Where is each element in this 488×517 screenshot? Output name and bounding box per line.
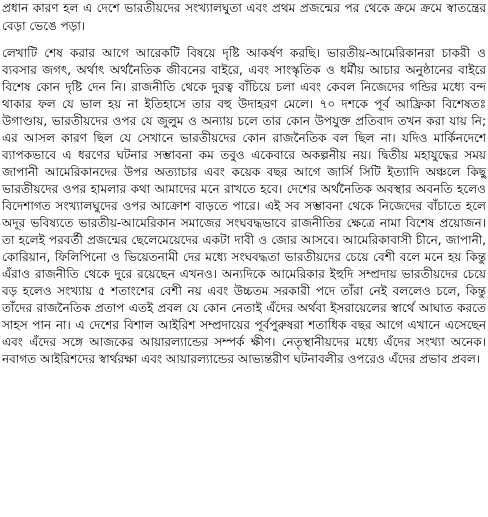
paragraph-intro: প্রধান কারণ হল এ দেশে ভারতীয়দের সংখ্যালঘুতা এবং প্রথম প্রজন্মের পর থেকে ক্রমে ক্রমে স্বাতন্ত্রের বেড়া ভেঙে পড়া। [2, 1, 486, 33]
paragraph-gap [2, 35, 486, 45]
document-page [2, 0, 486, 368]
paragraph-main: লেখাটি শেষ করার আগে আরেকটি বিষয়ে দৃষ্টি আকর্ষণ করছি। ভারতীয়-আমেরিকানরা চাকরী ও ব্যবসার জগৎ, অর্থাৎ অর্থনৈতিক জীবনের বাইরে, এবং সাংস্কৃতিক ও ধর্মীয় আচার অনুষ্ঠানের বাইরে বিশেষ কোন দৃষ্টি দেন নি। রাজনীতি থেকে দুরত্ব বাঁচিয়ে চলা এবং কেবল নিজেদের গন্ডির মধ্যে বন্দ থাকার ফল যে ভাল হয় না ইতিহাসে তার বহু উদাহরণ মেলে। ৭০ দশকে পূর্ব আফ্রিকা বিশেষতঃ উগাণ্ডায়, ভারতীয়দের ওপর যে জুলুম ও অন্যায় চলে তার কোন উপযুক্ত প্রতিবাদ তখন করা যায় নি; এর আসল কারণ ছিল যে সেখানে ভারতীয়দের কোন রাজনৈতিক বল ছিল না। যদিও মার্কিনদেশে ব্যাপকভাবে এ ধরণের ঘটনার সম্ভাবনা কম তবুও একেবারে অকল্পনীয় নয়। দ্বিতীয় মহাযুদ্ধের সময় জাপানী আমেরিকানদের উপর অত্যাচার এবং কয়েক বছর আগে জার্সি সিটি ইত্যাদি অঞ্চলে কিছু ভারতীয়দের ওপর হামলার কথা আমাদের মনে রাখতে হবে। দেশের অর্থনৈতিক অবস্থার অবনতি হলেও বিদেশাগত সংখ্যালঘুদের ওপর আক্রোশ বাড়তে পারে। এই সব সম্ভাবনা থেকে নিজেদের বাঁচাতে হলে অদূর ভবিষ্যতে ভারতীয়-আমেরিকান সমাজের সংঘবদ্ধভাবে রাজনীতির ক্ষেত্রে নামা বিশেষ প্রয়োজন। তা হলেই পরবর্তী প্রজন্মের ছেলেমেয়েদের একটা দাবী ও জোর আসবে। আমেরিকাবাসী চীনে, জাপানী, কোরিয়ান, ফিলিপিনো ও ভিয়েতনামী দের মধ্যে সংঘবদ্ধতা ভারতীয়দের চেয়ে বেশী বলে মনে হয় কিন্তু এঁরাও রাজনীতি থেকে দুরে রয়েছেন এখনও। অন্যদিকে আমেরিকার ইহুদি সম্প্রদায় ভারতীয়দের চেয়ে বড় হলেও সংখ্যায় ৫ শতাংশের বেশী নয় এবং উচ্চতম সরকারী পদে তাঁরা নেই বললেও চলে, কিন্তু তাঁদের রাজনৈতিক প্রতাপ এতই প্রবল যে কোন নেতাই এঁদের অর্থবা ইসরায়েলের স্বার্থে আঘাত করতে সাহস পান না। এ দেশের বিশাল আইরিশ সম্প্রদায়ের পূর্বপুরুষরা শতাধিক বছর আগে এখানে এসেছেন এবং এঁদের সঙ্গে আজকের আয়ারল্যান্ডের সম্পর্ক ক্ষীণ। নেতৃস্থানীয়দের মধ্যে এঁদের সংখ্যা অনেক। নবাগত আইরিশদের স্বার্থরক্ষা এবং আয়ারল্যান্ডের আভ্যন্তরীণ ঘটনাবলীর ওপরেও এঁদের প্রভাব প্রবল। [2, 46, 486, 367]
